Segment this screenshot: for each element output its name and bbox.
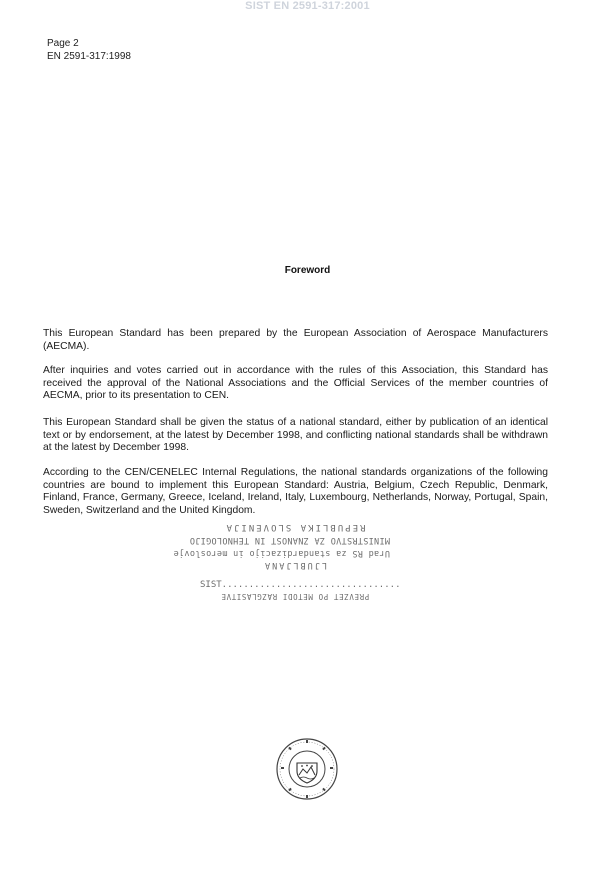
stamp-line-method: PREVZET PO METODI RAZGLASITVE	[220, 592, 370, 601]
page-header	[47, 37, 131, 63]
paragraph-countries: According to the CEN/CENELEC Internal Regulations, the national standards organizations of the following countries are bound to implement this European Standard: Austria, Belgium, Czech Republic, Denmark, Finland, France, Germany, Greece, Iceland, Ireland, Italy, Luxembourg, Netherlands, Norway, Portugal, Spain, Sweden, Switzerland and the United Kingdom.	[43, 467, 548, 516]
adoption-stamp	[173, 522, 401, 602]
stamp-line-republic: REPUBLIKA SLOVENIJA	[224, 522, 366, 532]
stamp-line-sist: SIST.................................	[200, 580, 401, 590]
paragraph-status: This European Standard shall be given the status of a national standard, either by publication of an identical text or by endorsement, at the latest by December 1998, and conflicting national standards shall be withdrawn at the latest by December 1998.	[43, 417, 548, 453]
paragraph-aecma: This European Standard has been prepared by the European Association of Aerospace Manufacturers (AECMA).	[43, 328, 548, 352]
stamp-line-office: Urad RS za standardizacijo in meroslovje	[173, 548, 390, 558]
page-title: Foreword	[284, 265, 331, 276]
official-seal-icon	[275, 737, 339, 801]
stamp-line-city: LJUBLJANA	[262, 560, 328, 570]
paragraph-approval: After inquiries and votes carried out in accordance with the rules of this Association, this Standard has received the approval of the National Associations and the Official Services of the member countries of AECMA, prior to its presentation to CEN.	[43, 365, 548, 401]
standard-code: EN 2591-317:1998	[47, 51, 131, 62]
stamp-line-ministry: MINISTRSTVO ZA ZNANOST IN TEHNOLOGIJO	[189, 535, 390, 545]
watermark: SIST EN 2591-317:2001	[245, 0, 370, 12]
page-number: Page 2	[47, 38, 79, 49]
